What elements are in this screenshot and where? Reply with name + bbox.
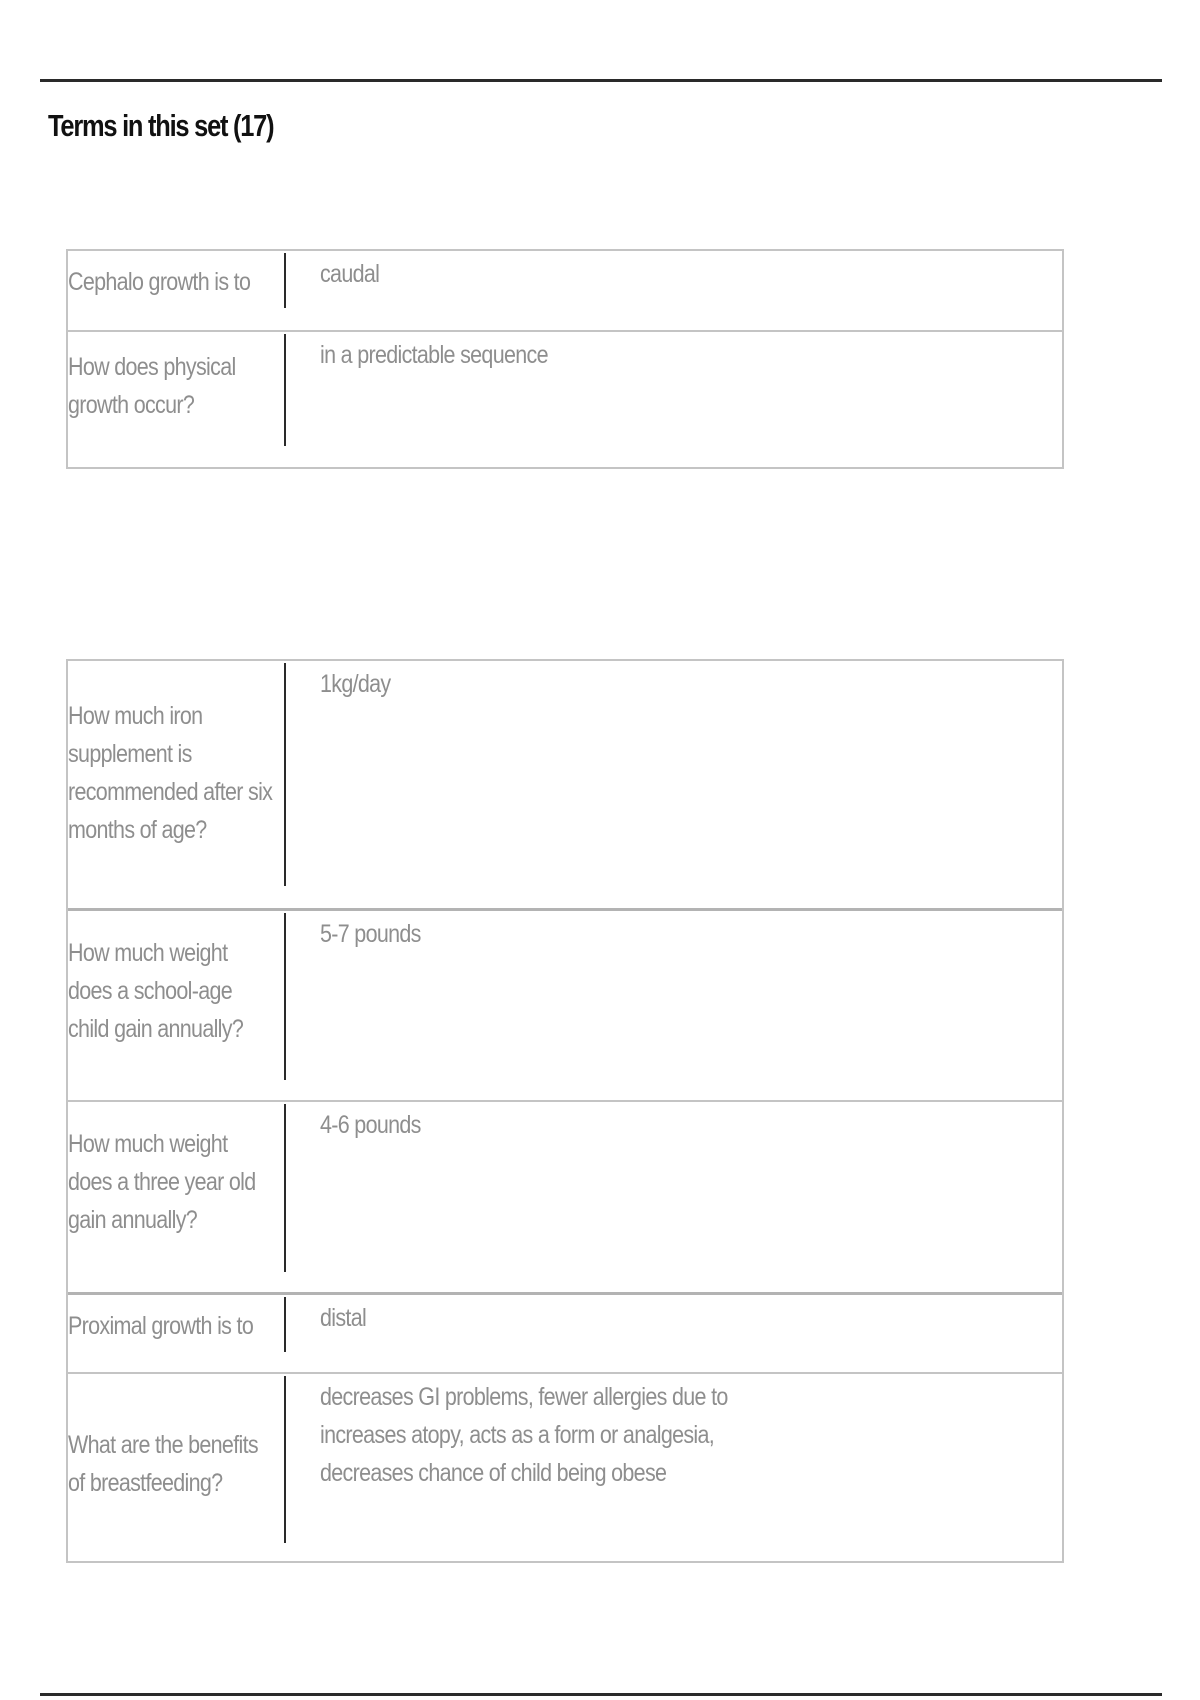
term-card [68, 1292, 1062, 1372]
term-card [68, 1100, 1062, 1292]
term-card [68, 251, 1062, 330]
term-card [68, 908, 1062, 1100]
column-divider [284, 663, 286, 886]
bottom-divider-line [40, 1693, 1162, 1696]
terms-table [66, 659, 1064, 1563]
terms-table [66, 249, 1064, 469]
terms-heading: Terms in this set (17) [48, 108, 274, 143]
term-text: How does physical growth occur? [68, 353, 236, 419]
definition-text: 1kg/day [320, 670, 391, 698]
term-card [68, 661, 1062, 908]
column-divider [284, 253, 286, 308]
definition-text: 4-6 pounds [320, 1111, 421, 1139]
column-divider [284, 913, 286, 1080]
definition-text: caudal [320, 260, 380, 288]
term-text: Proximal growth is to [68, 1312, 254, 1340]
definition-text: decreases GI problems, fewer allergies due to increases atopy, acts as a form or analgesia, decreases chance of child being obese [320, 1383, 728, 1487]
term-text: Cephalo growth is to [68, 268, 251, 296]
column-divider [284, 1104, 286, 1272]
column-divider [284, 334, 286, 446]
column-divider [284, 1376, 286, 1543]
term-text: How much weight does a school-age child gain annually? [68, 939, 244, 1043]
term-card [68, 1372, 1062, 1561]
definition-text: 5-7 pounds [320, 920, 421, 948]
definition-text: in a predictable sequence [320, 341, 548, 369]
column-divider [284, 1297, 286, 1352]
definition-text: distal [320, 1304, 367, 1332]
term-card [68, 330, 1062, 467]
top-divider-line [40, 79, 1162, 82]
term-text: How much iron supplement is recommended after six months of age? [68, 702, 273, 844]
term-text: What are the benefits of breastfeeding? [68, 1431, 258, 1497]
term-text: How much weight does a three year old gain annually? [68, 1130, 256, 1234]
